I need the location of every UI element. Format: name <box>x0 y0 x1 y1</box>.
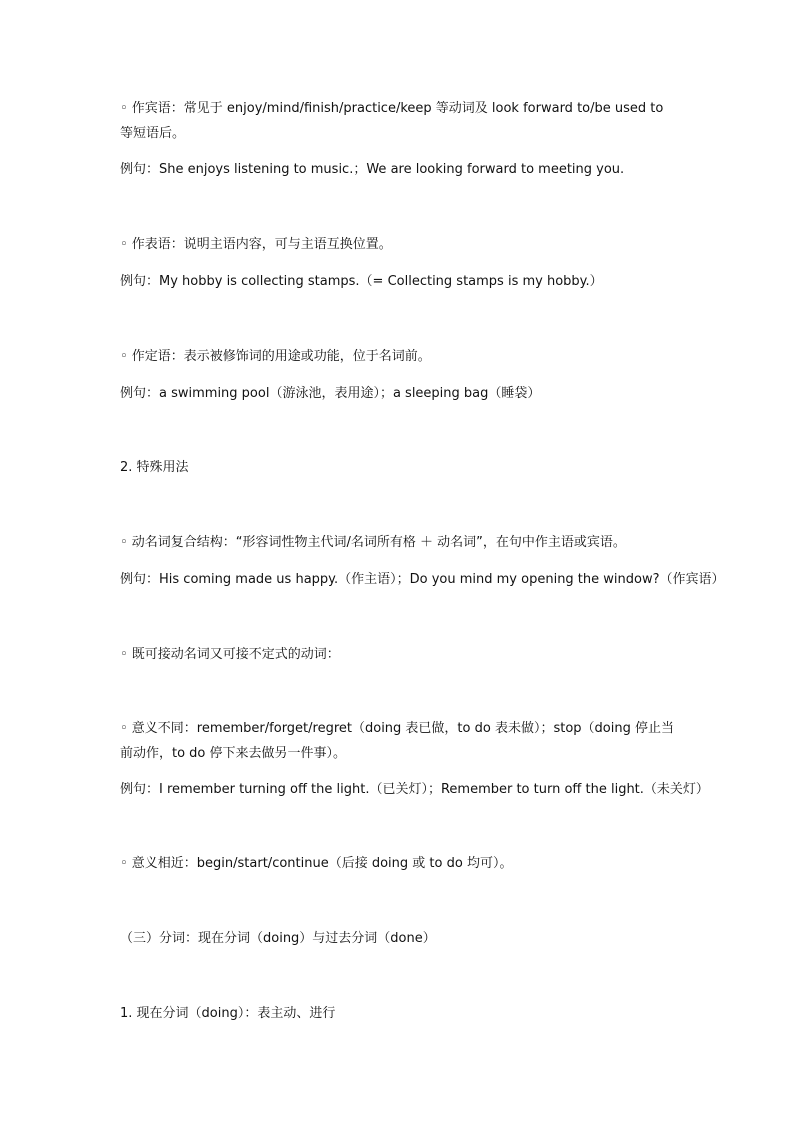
different-meaning-example: 例句：I remember turning off the light.（已关灯）；Remember to turn off the light.（未关灯） <box>120 782 709 797</box>
special-usage-heading: 2. 特殊用法 <box>120 460 189 475</box>
similar-meaning-rule: ◦ 意义相近：begin/start/continue（后接 doing 或 to do 均可）。 <box>120 856 513 871</box>
gerund-attribute-rule: ◦ 作定语：表示被修饰词的用途或功能，位于名词前。 <box>120 349 431 364</box>
gerund-attribute-example: 例句：a swimming pool（游泳池，表用途）；a sleeping bag（睡袋） <box>120 386 541 401</box>
present-participle-heading: 1. 现在分词（doing）：表主动、进行 <box>120 1006 336 1021</box>
gerund-compound-example: 例句：His coming made us happy.（作主语）；Do you mind my opening the window?（作宾语） <box>120 572 725 587</box>
different-meaning-rule: ◦ 意义不同：remember/forget/regret（doing 表已做，to do 表未做）；stop（doing 停止当前动作，to do 停下来去做另一件事）。 <box>120 721 674 761</box>
gerund-compound-rule: ◦ 动名词复合结构：“形容词性物主代词/名词所有格 ＋ 动名词”，在句中作主语或宾语。 <box>120 535 626 550</box>
gerund-object-example: 例句：She enjoys listening to music.；We are looking forward to meeting you. <box>120 162 625 177</box>
gerund-object-rule: ◦ 作宾语：常见于 enjoy/mind/finish/practice/keep 等动词及 look forward to/be used to 等短语后。 <box>120 101 664 141</box>
gerund-predicative-example: 例句：My hobby is collecting stamps.（= Collecting stamps is my hobby.） <box>120 274 603 289</box>
verbs-both-forms-rule: ◦ 既可接动名词又可接不定式的动词： <box>120 647 340 662</box>
participle-section-heading: （三）分词：现在分词（doing）与过去分词（done） <box>120 931 436 946</box>
gerund-predicative-rule: ◦ 作表语：说明主语内容，可与主语互换位置。 <box>120 237 392 252</box>
